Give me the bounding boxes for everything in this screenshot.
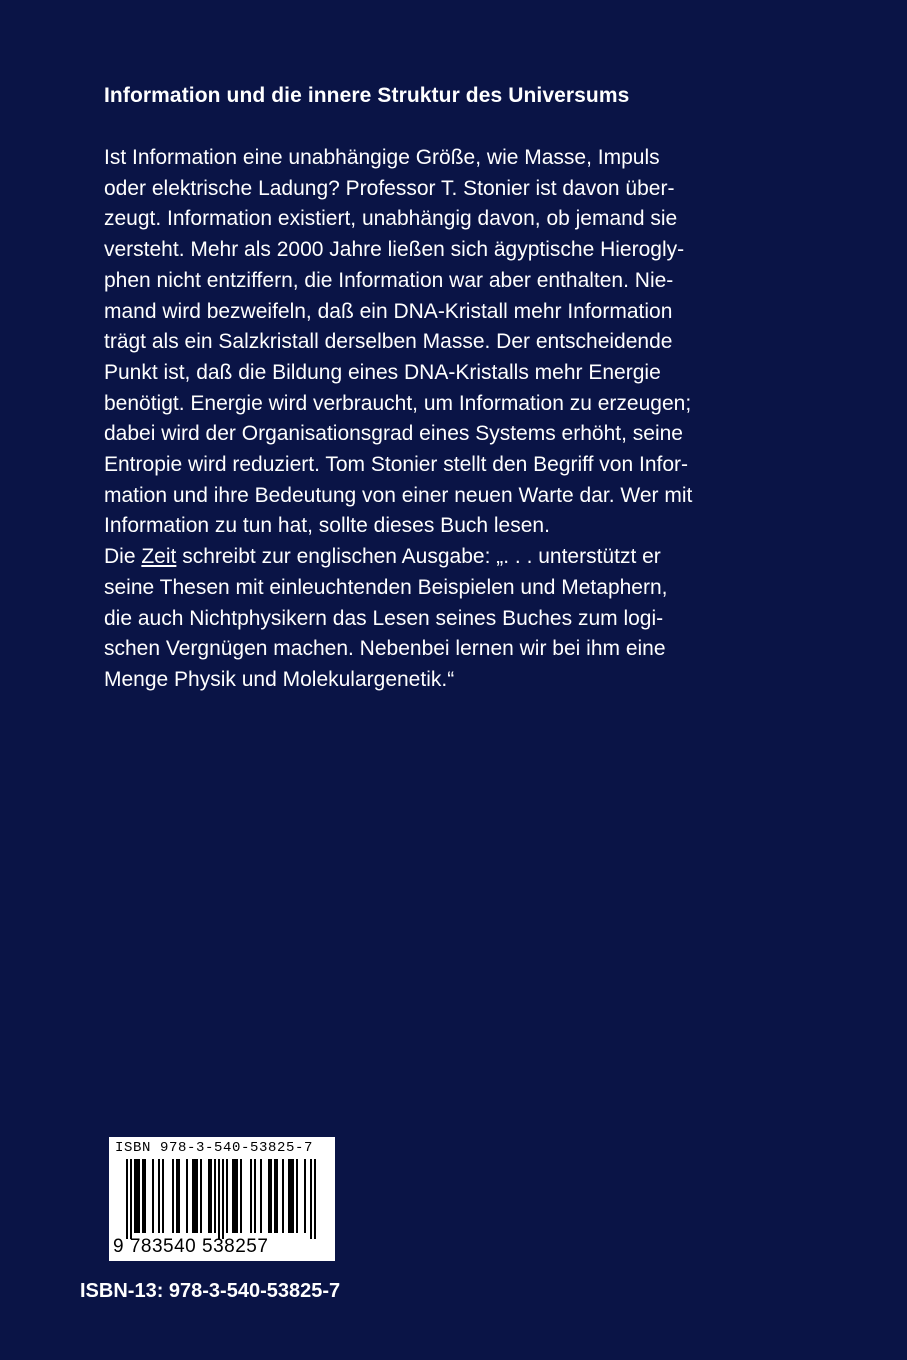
barcode-bar <box>260 1159 262 1233</box>
quote-source: Zeit <box>141 545 177 569</box>
blurb-line: Entropie wird reduziert. Tom Stonier stellt den Begriff von Infor- <box>104 453 689 477</box>
barcode-label <box>109 1137 335 1261</box>
cover-title: Information und die innere Struktur des Universums <box>104 84 630 107</box>
barcode-bar <box>292 1159 294 1233</box>
blurb-line: Punkt ist, daß die Bildung eines DNA-Kristalls mehr Energie <box>104 360 661 384</box>
barcode-bar <box>142 1159 144 1233</box>
blurb-line: versteht. Mehr als 2000 Jahre ließen sich ägyptische Hierogly- <box>104 238 685 262</box>
barcode-bar <box>304 1159 306 1233</box>
barcode-bar <box>172 1159 174 1233</box>
barcode-bar <box>214 1159 216 1233</box>
blurb-line: benötigt. Energie wird verbraucht, um Information zu erzeugen; <box>104 391 692 415</box>
barcode-bar <box>162 1159 164 1233</box>
barcode-bar <box>232 1159 234 1233</box>
quote-intro-after: schreibt zur englischen Ausgabe: „. . . unterstützt er <box>176 545 661 569</box>
barcode-bar <box>144 1159 146 1233</box>
quote-line: seine Thesen mit einleuchtenden Beispielen und Metaphern, <box>104 575 668 599</box>
barcode-bar <box>276 1159 278 1233</box>
barcode-bar <box>288 1159 290 1233</box>
blurb-line: phen nicht entziffern, die Information war aber enthalten. Nie- <box>104 268 674 292</box>
barcode-bar <box>134 1159 136 1233</box>
barcode-bar <box>176 1159 178 1233</box>
quote-intro-line <box>104 542 804 573</box>
barcode-bar <box>222 1159 224 1239</box>
barcode-bar <box>268 1159 270 1233</box>
barcode-bar <box>186 1159 188 1233</box>
barcode-bar <box>254 1159 256 1233</box>
barcode-bar <box>274 1159 276 1233</box>
barcode-bar <box>126 1159 128 1239</box>
barcode-bar <box>178 1159 180 1233</box>
quote-intro-before: Die <box>104 545 142 569</box>
barcode-digits: 9 783540 538257 <box>113 1236 269 1257</box>
blurb-line: Ist Information eine unabhängige Größe, wie Masse, Impuls <box>104 146 660 169</box>
quote-line: die auch Nichtphysikern das Lesen seines Buches zum logi- <box>104 606 664 630</box>
blurb-line: mand wird bezweifeln, daß ein DNA-Kristall mehr Information <box>104 299 673 323</box>
barcode-bar <box>290 1159 292 1233</box>
barcode-bar <box>218 1159 220 1239</box>
isbn-13: ISBN-13: 978-3-540-53825-7 <box>80 1280 341 1302</box>
barcode-bar <box>136 1159 138 1233</box>
barcode-bar <box>196 1159 198 1233</box>
barcode-bar <box>310 1159 312 1239</box>
barcode-bar <box>158 1159 160 1233</box>
barcode-bar <box>192 1159 194 1233</box>
barcode-bar <box>210 1159 212 1233</box>
barcode-bar <box>226 1159 228 1233</box>
barcode-bar <box>314 1159 316 1239</box>
blurb <box>104 143 804 696</box>
blurb-line: dabei wird der Organisationsgrad eines Systems erhöht, seine <box>104 422 683 446</box>
blurb-line: trägt als ein Salzkristall derselben Masse. Der entscheidende <box>104 330 673 354</box>
barcode-icon <box>115 1159 327 1239</box>
blurb-line: Information zu tun hat, sollte dieses Buch lesen. <box>104 514 550 538</box>
blurb-line: oder elektrische Ladung? Professor T. Stonier ist davon über- <box>104 176 675 200</box>
blurb-line: zeugt. Information existiert, unabhängig davon, ob jemand sie <box>104 207 678 231</box>
quote-line: Menge Physik und Molekulargenetik.“ <box>104 667 455 691</box>
barcode-bar <box>296 1159 298 1233</box>
barcode-bar <box>270 1159 272 1233</box>
barcode-bar <box>208 1159 210 1233</box>
barcode-bar <box>250 1159 252 1233</box>
barcode-bar <box>130 1159 132 1239</box>
barcode-isbn-text: ISBN 978-3-540-53825-7 <box>115 1140 314 1156</box>
barcode-bar <box>194 1159 196 1233</box>
blurb-line: mation und ihre Bedeutung von einer neuen Warte dar. Wer mit <box>104 483 693 507</box>
barcode-bar <box>200 1159 202 1233</box>
quote-line: schen Vergnügen machen. Nebenbei lernen wir bei ihm eine <box>104 637 666 661</box>
barcode-bar <box>282 1159 284 1233</box>
barcode-bar <box>236 1159 238 1233</box>
barcode-bar <box>234 1159 236 1233</box>
barcode-bar <box>138 1159 140 1233</box>
barcode-bar <box>152 1159 154 1233</box>
barcode-bar <box>240 1159 242 1233</box>
